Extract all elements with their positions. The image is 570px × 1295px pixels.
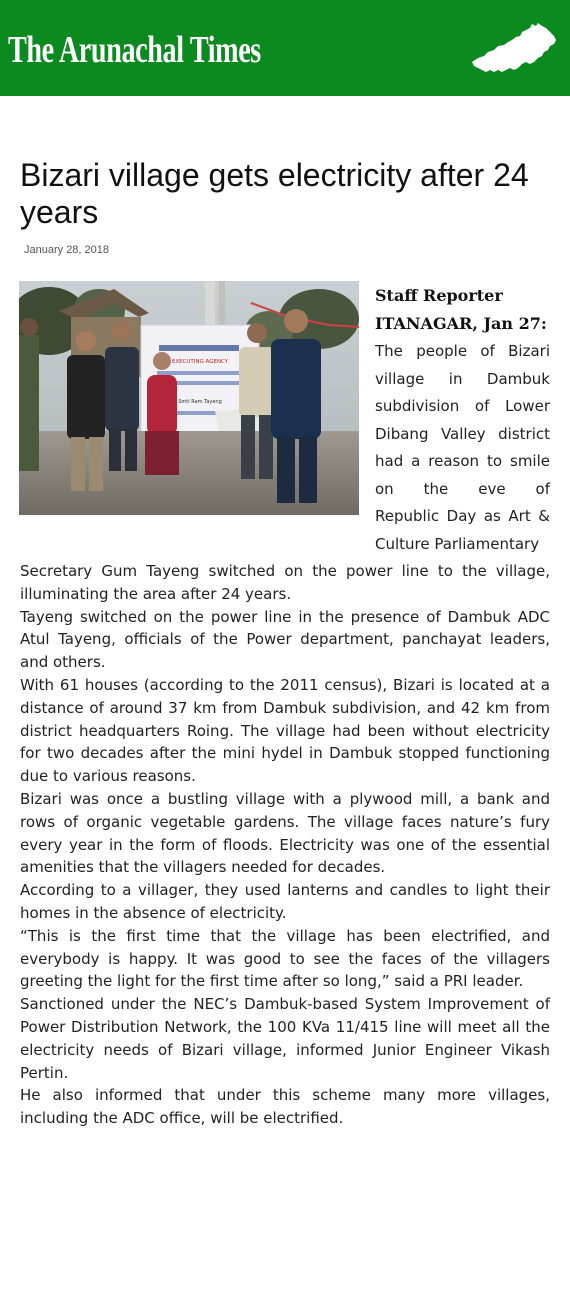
photo-illustration: [19, 281, 359, 515]
lead-line: Culture Parliamentary: [375, 534, 540, 553]
lead-line: The people of Bizari: [375, 342, 550, 360]
article-headline: Bizari village gets electricity after 24 years: [20, 157, 529, 230]
banner-heading: EXECUTING AGENCY: [171, 359, 229, 365]
lead-text: [375, 338, 550, 558]
lead-line: Dibang Valley district: [375, 424, 550, 443]
article-paragraph: “This is the first time that the village has been electrified, and everybody is happy. It was good to see the faces of the villagers greeting the light for the first time after so long,” said a PRI leader.: [20, 926, 550, 991]
lead-line: on the eve of: [375, 479, 550, 498]
article-paragraph: With 61 houses (according to the 2011 census), Bizari is located at a distance of around 37 km from Dambuk subdivision, and 42 km from district headquarters Roing. The village had been without electricity for two decades after the mini hydel in Dambuk stopped functioning due to various reasons.: [20, 675, 550, 786]
byline: Staff Reporter: [375, 286, 503, 305]
byline-block: [375, 282, 550, 558]
lead-line: subdivision of Lower: [375, 397, 550, 415]
article-paragraph: Secretary Gum Tayeng switched on the power line to the village, illuminating the area after 24 years.: [20, 562, 550, 603]
article-paragraph: He also informed that under this scheme many more villages, including the ADC office, will be electrified.: [20, 1086, 550, 1128]
article-photo: [19, 281, 359, 515]
arunachal-map-icon: [468, 20, 560, 76]
masthead: [0, 0, 570, 96]
lead-line: had a reason to smile: [375, 452, 550, 470]
lead-line: Republic Day as Art &: [375, 507, 550, 525]
publish-date: January 28, 2018: [24, 244, 110, 256]
dateline-location: ITANAGAR, Jan 27:: [375, 314, 547, 333]
article-paragraph: According to a villager, they used lanterns and candles to light their homes in the absence of electricity.: [20, 881, 550, 922]
article-paragraph: Tayeng switched on the power line in the presence of Dambuk ADC Atul Tayeng, officials of the Power department, panchayat leaders, and others.: [20, 607, 550, 672]
banner-name: Smti Ram Tayeng: [178, 399, 222, 405]
article-body: [20, 560, 550, 1130]
lead-line: village in Dambuk: [375, 369, 550, 388]
site-title[interactable]: The Arunachal Times: [8, 29, 261, 71]
article-paragraph: Bizari was once a bustling village with a plywood mill, a bank and rows of organic vegetable gardens. The village faces nature’s fury every year in the form of floods. Electricity was one of the essential amenities that the villagers needed for decades.: [20, 789, 550, 877]
article-paragraph: Sanctioned under the NEC’s Dambuk-based System Improvement of Power Distribution Network, the 100 KVa 11/415 line will meet all the electricity needs of Bizari village, informed Junior Engineer Vikash Pertin.: [20, 995, 550, 1082]
